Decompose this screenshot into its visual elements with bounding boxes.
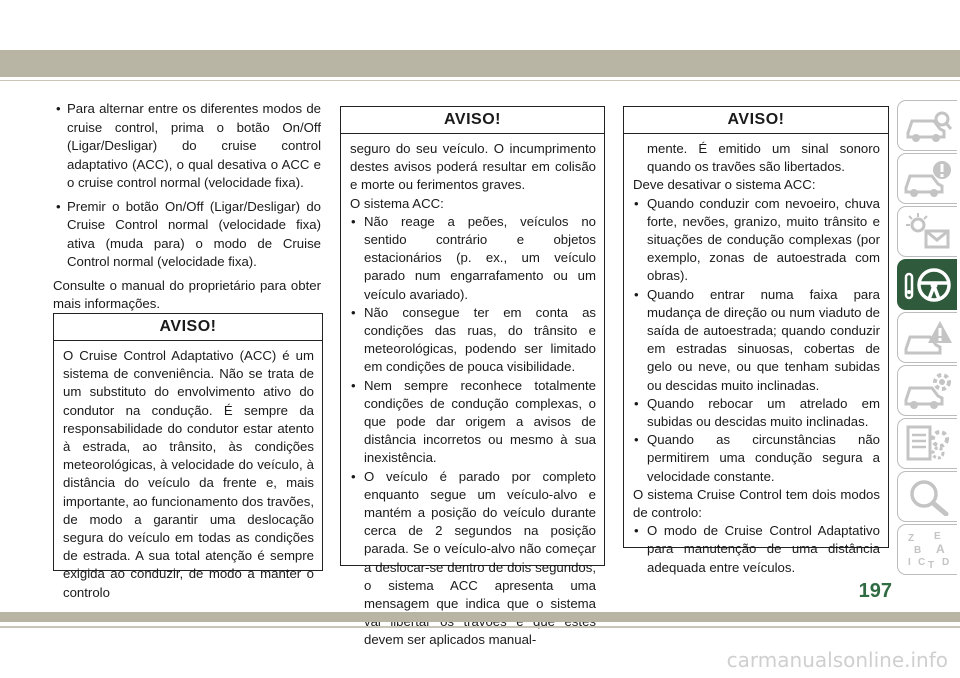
footer-band: [0, 612, 960, 622]
warning-bullet: • Quando rebocar um atrelado em subidas ou descidas muito inclinadas.: [633, 395, 880, 431]
warning-body: [341, 134, 604, 656]
specifications-icon: [904, 425, 952, 463]
index-letter: D: [942, 557, 950, 568]
warning-box: [340, 106, 605, 648]
warning-text: O Cruise Control Adaptativo (ACC) é um sistema de conveniência. Não se trata de um substituto do envolvimento ativo do condutor na condução. É sempre da responsabilidade do condutor estar atento à estrada, ao trânsito, às condições meteorológicas, à velocidade do veículo, à distância do veículo da frente e, mais importante, ao funcionamento dos travões, de modo a garantir uma deslocação segura do veículo em todas as condições de estrada. A sua total atenção é sempre exigida ao conduzir, de modo a manter o controlo: [63, 348, 314, 600]
index-icon: [904, 531, 952, 569]
bullet-item: • Premir o botão On/Off (Ligar/Desligar) do Cruise Control normal (velocidade fixa) ativa (muda para) o modo de Cruise Control normal (velocidade fixa).: [53, 198, 321, 272]
index-letter: C: [918, 557, 926, 568]
warning-body: [54, 341, 322, 608]
bullet-item: • Para alternar entre os diferentes modos de cruise control, prima o botão On/Off (Ligar/Desligar) do cruise control adaptativo (ACC), o qual desativa o ACC e o cruise control normal (velocidade fixa).: [53, 100, 321, 193]
car-info-icon: [904, 160, 952, 198]
warning-title: AVISO!: [624, 107, 888, 134]
warning-box: [53, 313, 323, 600]
car-inspect-icon: [904, 107, 952, 145]
warning-bullet: • Nem sempre reconhece totalmente condições de condução complexas, o que pode dar origem a avisos de distância incorretos ou mesmo à sua inexistência.: [350, 377, 596, 468]
warning-bullet: • Não consegue ter em conta as condições das ruas, do trânsito e meteorológicas, podendo ser limitado em condições de pouca visibilidade.: [350, 304, 596, 377]
index-letter: I: [908, 557, 911, 568]
warning-bullet: • O veículo é parado por completo enquanto segue um veículo-alvo e mantém a posição do veículo durante cerca de 2 segundos na posição parada. Se o veículo-alvo não começar a deslocar-se dentro de dois segundos, o sistema ACC apresenta uma mensagem que indica que o sistema devem ser aplicados manual-: [350, 468, 596, 650]
tab-index[interactable]: [897, 524, 957, 575]
warning-bullet: • O modo de Cruise Control Adaptativo para manutenção de uma distância adequada entre veículos.: [633, 522, 880, 577]
tab-driving-controls[interactable]: [897, 259, 957, 310]
warning-bullet: • Quando conduzir com nevoeiro, chuva forte, nevões, granizo, muito trânsito e situações de condução complexas (por exemplo, zonas de autoestrada com obras).: [633, 195, 880, 286]
page-number: 197: [858, 580, 892, 602]
footer-rule: [0, 626, 960, 628]
index-letter: B: [914, 545, 922, 556]
left-column: [53, 100, 321, 322]
warning-bullet: • Quando entrar numa faixa para mudança de direção ou num viaduto de saída de autoestrada; quando conduzir em estradas sinuosas, cobertas de gelo ou neve, ou que tenham subidas ou descidas muito inclinadas.: [633, 286, 880, 395]
tab-warning-lights[interactable]: [897, 206, 957, 257]
warning-title: AVISO!: [341, 107, 604, 134]
warning-heading: Deve desativar o sistema ACC:: [633, 177, 816, 193]
warning-title: AVISO!: [54, 314, 322, 341]
car-service-icon: [904, 372, 952, 410]
emergency-icon: [904, 319, 952, 357]
tab-search[interactable]: [897, 471, 957, 522]
warning-heading: O sistema Cruise Control tem dois modos de controlo:: [633, 486, 880, 521]
driving-controls-icon: [904, 266, 952, 304]
warning-text: mente. É emitido um sinal sonoro quando os travões são libertados.: [647, 141, 880, 175]
tab-specifications[interactable]: [897, 418, 957, 469]
warning-text: seguro do seu veículo. O incumprimento destes avisos poderá resultar em colisão e morte ou ferimentos graves.: [350, 141, 596, 193]
warning-bullet: • Quando as circunstâncias não permitirem uma condução segura a velocidade constante.: [633, 431, 880, 486]
index-letter: E: [934, 531, 941, 542]
warning-body: [624, 134, 888, 583]
section-tabs: [893, 100, 960, 577]
paragraph: Consulte o manual do proprietário para obter mais informações.: [53, 277, 321, 311]
warning-heading: O sistema ACC:: [350, 195, 444, 211]
warning-box: [623, 106, 889, 575]
search-icon: [904, 478, 952, 516]
index-letter: A: [936, 542, 945, 556]
watermark: carmanualsonline.info: [726, 648, 948, 672]
warning-bullet: • Não reage a peões, veículos no sentido contrário e objetos estacionários (p. ex., um veículo parado num engarrafamento ou um veículo avariado).: [350, 213, 596, 304]
header-rule: [0, 80, 960, 81]
header-band: [0, 50, 960, 77]
tab-emergency[interactable]: [897, 312, 957, 363]
tab-car-inspect[interactable]: [897, 100, 957, 151]
tab-car-service[interactable]: [897, 365, 957, 416]
tab-car-info[interactable]: [897, 153, 957, 204]
index-letter: T: [928, 560, 935, 569]
index-letter: Z: [908, 533, 915, 544]
warning-lights-icon: [904, 213, 952, 251]
